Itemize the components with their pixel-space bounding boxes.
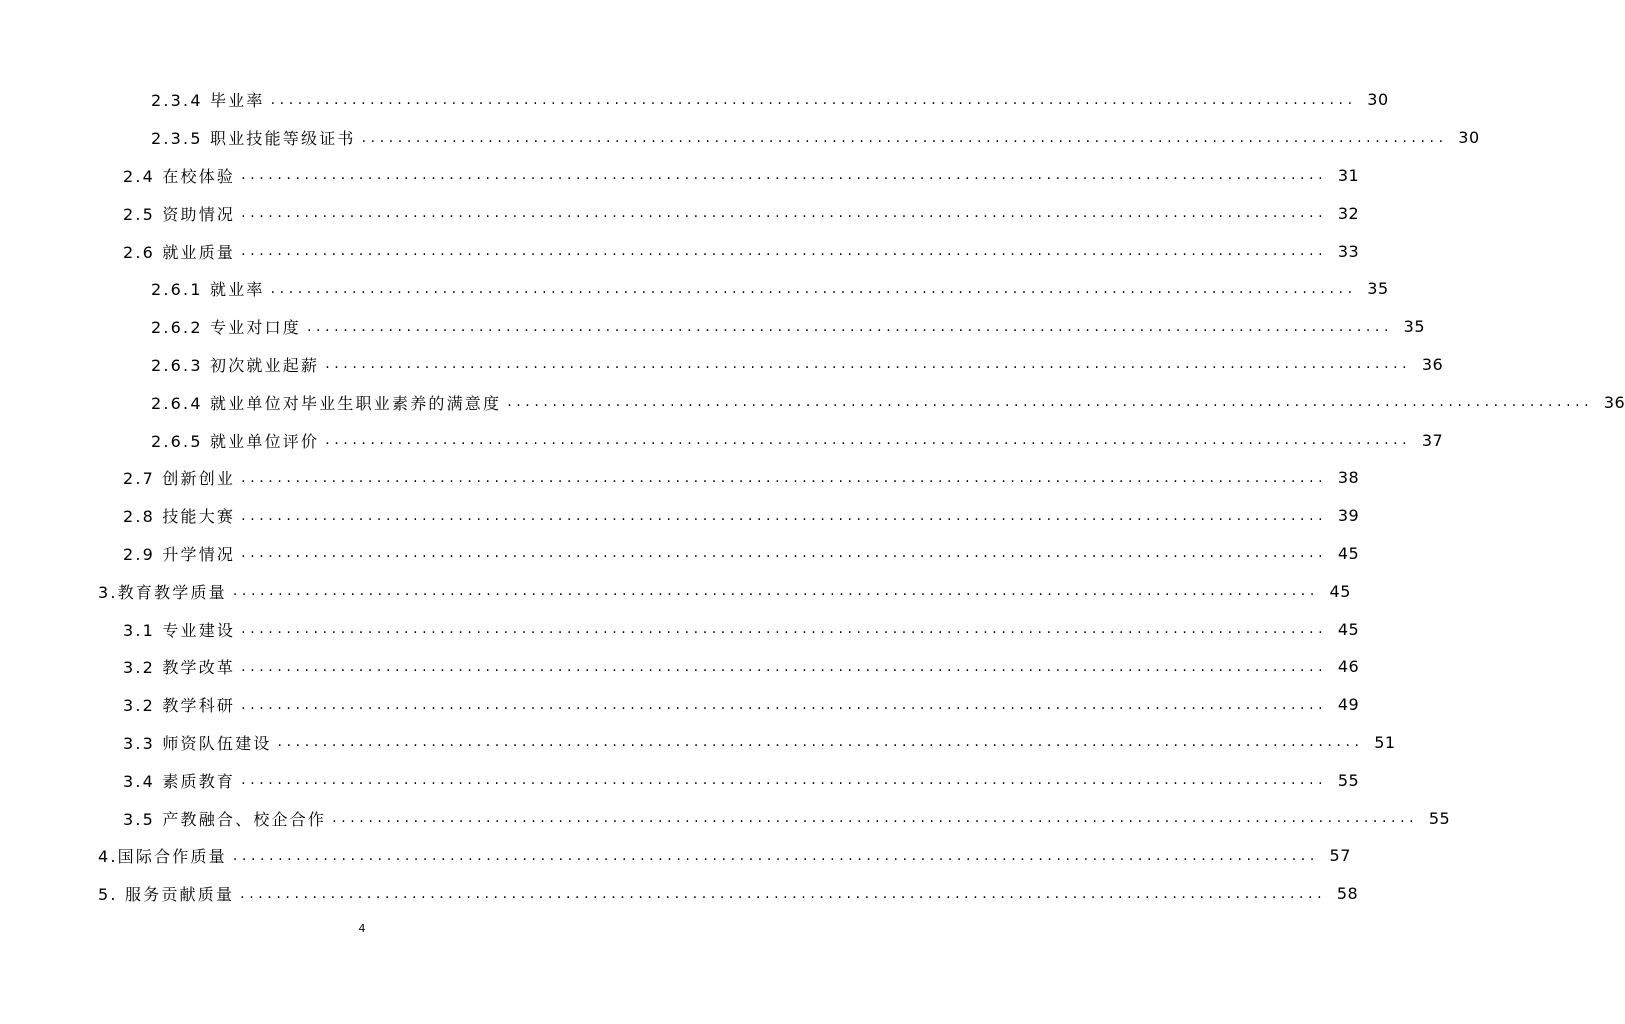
toc-dot-leader: ........................................................................................................................: [240, 885, 1327, 902]
toc-entry-page: 46: [1337, 657, 1360, 677]
toc-dot-leader: ........................................................................................................................: [277, 734, 1364, 751]
toc-entry[interactable]: [0, 724, 1396, 762]
toc-entry-page: 55: [1428, 808, 1451, 828]
toc-entry[interactable]: [0, 421, 1444, 459]
toc-entry-page: 39: [1337, 506, 1360, 526]
toc-entry-page: 35: [1367, 279, 1389, 299]
toc-entry[interactable]: [0, 761, 1360, 799]
toc-entry-title: 2.3.4 毕业率: [151, 91, 265, 111]
toc-dot-leader: ........................................................................................................................: [241, 621, 1328, 638]
toc-entry-title: 2.6.2 专业对口度: [151, 318, 301, 338]
toc-entry[interactable]: [0, 497, 1360, 535]
toc-entry-page: 57: [1329, 846, 1351, 866]
toc-dot-leader: ........................................................................................................................: [232, 583, 1319, 600]
toc-entry-title: 2.7 创新创业: [123, 469, 236, 489]
toc-entry-title: 3.4 素质教育: [123, 771, 236, 791]
toc-entry-title: 2.6.3 初次就业起薪: [151, 355, 320, 375]
toc-dot-leader: ........................................................................................................................: [332, 810, 1419, 827]
toc-entry-page: 37: [1421, 430, 1444, 450]
toc-entry-page: 58: [1336, 884, 1359, 904]
toc-dot-leader: ........................................................................................................................: [270, 91, 1357, 108]
toc-entry[interactable]: [0, 119, 1480, 157]
toc-entry[interactable]: [0, 346, 1444, 384]
toc-entry-page: 30: [1458, 128, 1480, 148]
toc-entry-page: 45: [1329, 581, 1351, 601]
toc-entry[interactable]: [0, 270, 1389, 308]
toc-entry[interactable]: [0, 232, 1360, 270]
toc-entry[interactable]: [0, 799, 1451, 837]
toc-dot-leader: ........................................................................................................................: [241, 243, 1328, 260]
toc-entry-title: 3.3 师资队伍建设: [123, 733, 272, 753]
toc-entry-page: 36: [1421, 354, 1444, 374]
toc-entry[interactable]: [0, 875, 1359, 913]
toc-entry-page: 49: [1337, 695, 1360, 715]
table-of-contents: [0, 81, 1625, 913]
toc-entry-title: 2.5 资助情况: [123, 204, 236, 224]
toc-entry-title: 2.6.5 就业单位评价: [151, 431, 320, 451]
toc-entry[interactable]: [0, 157, 1360, 195]
toc-dot-leader: ........................................................................................................................: [325, 432, 1412, 449]
toc-entry-title: 2.9 升学情况: [123, 544, 236, 564]
toc-dot-leader: ........................................................................................................................: [241, 658, 1328, 675]
toc-entry-title: 5. 服务贡献质量: [98, 885, 235, 905]
toc-entry[interactable]: [0, 686, 1360, 724]
toc-dot-leader: ........................................................................................................................: [361, 129, 1448, 146]
toc-dot-leader: ........................................................................................................................: [241, 772, 1328, 789]
toc-entry-page: 45: [1337, 543, 1360, 563]
toc-entry-page: 51: [1374, 732, 1396, 752]
toc-entry[interactable]: [0, 383, 1625, 421]
toc-entry-page: 33: [1337, 241, 1360, 261]
toc-entry[interactable]: [0, 81, 1389, 119]
toc-entry-title: 2.6 就业质量: [123, 242, 236, 262]
toc-dot-leader: ........................................................................................................................: [232, 847, 1319, 864]
toc-entry-page: 35: [1403, 317, 1426, 337]
toc-entry[interactable]: [0, 535, 1360, 573]
toc-entry-title: 3.5 产教融合、校企合作: [123, 809, 327, 829]
toc-dot-leader: ........................................................................................................................: [325, 356, 1412, 373]
toc-entry-page: 38: [1337, 468, 1360, 488]
toc-entry-title: 2.6.4 就业单位对毕业生职业素养的满意度: [151, 393, 502, 413]
toc-dot-leader: ........................................................................................................................: [241, 469, 1328, 486]
toc-dot-leader: ........................................................................................................................: [507, 394, 1594, 411]
toc-entry-page: 32: [1337, 203, 1360, 223]
toc-entry[interactable]: [0, 308, 1426, 346]
toc-dot-leader: ........................................................................................................................: [241, 507, 1328, 524]
toc-entry[interactable]: [0, 837, 1351, 875]
toc-entry-page: 31: [1337, 165, 1360, 185]
toc-entry-page: 36: [1603, 392, 1625, 412]
toc-entry-title: 4.国际合作质量: [98, 847, 227, 867]
toc-dot-leader: ........................................................................................................................: [241, 545, 1328, 562]
page-number: 4: [358, 922, 366, 935]
toc-entry[interactable]: [0, 194, 1360, 232]
toc-entry[interactable]: [0, 459, 1360, 497]
toc-entry[interactable]: [0, 572, 1351, 610]
toc-entry-title: 2.6.1 就业率: [151, 280, 265, 300]
toc-dot-leader: ........................................................................................................................: [241, 696, 1328, 713]
toc-entry-page: 45: [1337, 619, 1360, 639]
toc-entry-page: 55: [1337, 770, 1360, 790]
toc-dot-leader: ........................................................................................................................: [307, 318, 1394, 335]
toc-entry-title: 3.1 专业建设: [123, 620, 236, 640]
toc-entry-title: 3.2 教学改革: [123, 658, 236, 678]
toc-dot-leader: ........................................................................................................................: [241, 167, 1328, 184]
toc-entry-title: 3.2 教学科研: [123, 696, 236, 716]
toc-entry-title: 3.教育教学质量: [98, 582, 227, 602]
toc-entry-title: 2.8 技能大赛: [123, 507, 236, 527]
toc-entry[interactable]: [0, 648, 1360, 686]
toc-entry-title: 2.4 在校体验: [123, 166, 236, 186]
toc-dot-leader: ........................................................................................................................: [270, 280, 1357, 297]
toc-entry-page: 30: [1367, 90, 1389, 110]
toc-dot-leader: ........................................................................................................................: [241, 205, 1328, 222]
toc-entry[interactable]: [0, 610, 1360, 648]
toc-entry-title: 2.3.5 职业技能等级证书: [151, 129, 356, 149]
